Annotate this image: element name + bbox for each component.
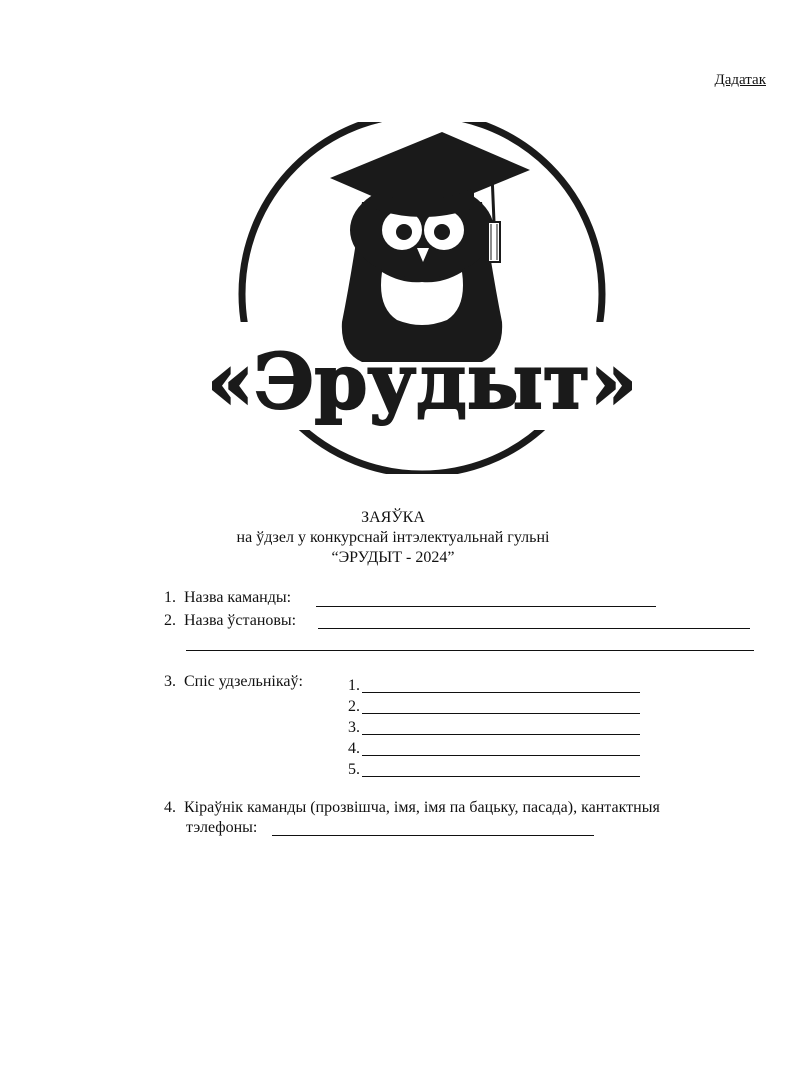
participant-number: 1.: [348, 677, 360, 694]
logo-wordmark: «Эрудыт»: [212, 337, 632, 426]
participants-list-label: 3. Спіс удзельнікаў:: [164, 673, 303, 690]
participant-field[interactable]: [362, 734, 640, 735]
team-leader-label: 4. Кіраўнік каманды (прозвішча, імя, імя па бацьку, пасада), кантактныя: [164, 799, 660, 816]
team-name-field[interactable]: [316, 606, 656, 607]
institution-name-field[interactable]: [318, 628, 750, 629]
team-leader-field[interactable]: [272, 835, 594, 836]
participant-number: 3.: [348, 719, 360, 736]
participant-number: 4.: [348, 740, 360, 757]
appendix-label: Дадатак: [714, 72, 766, 88]
participant-field[interactable]: [362, 692, 640, 693]
team-leader-phones-label: тэлефоны:: [186, 819, 258, 836]
participant-number: 5.: [348, 761, 360, 778]
institution-name-field-continued[interactable]: [186, 650, 754, 651]
team-name-label: 1. Назва каманды:: [164, 589, 292, 606]
participant-field[interactable]: [362, 776, 640, 777]
heading-title: ЗАЯЎКА: [361, 509, 425, 526]
participant-field[interactable]: [362, 755, 640, 756]
heading-subtitle: на ўдзел у конкурснай інтэлектуальнай гульні: [236, 529, 550, 546]
institution-name-label: 2. Назва ўстановы:: [164, 612, 297, 629]
participant-field[interactable]: [362, 713, 640, 714]
heading-event: “ЭРУДЫТ - 2024”: [331, 549, 455, 566]
participant-number: 2.: [348, 698, 360, 715]
